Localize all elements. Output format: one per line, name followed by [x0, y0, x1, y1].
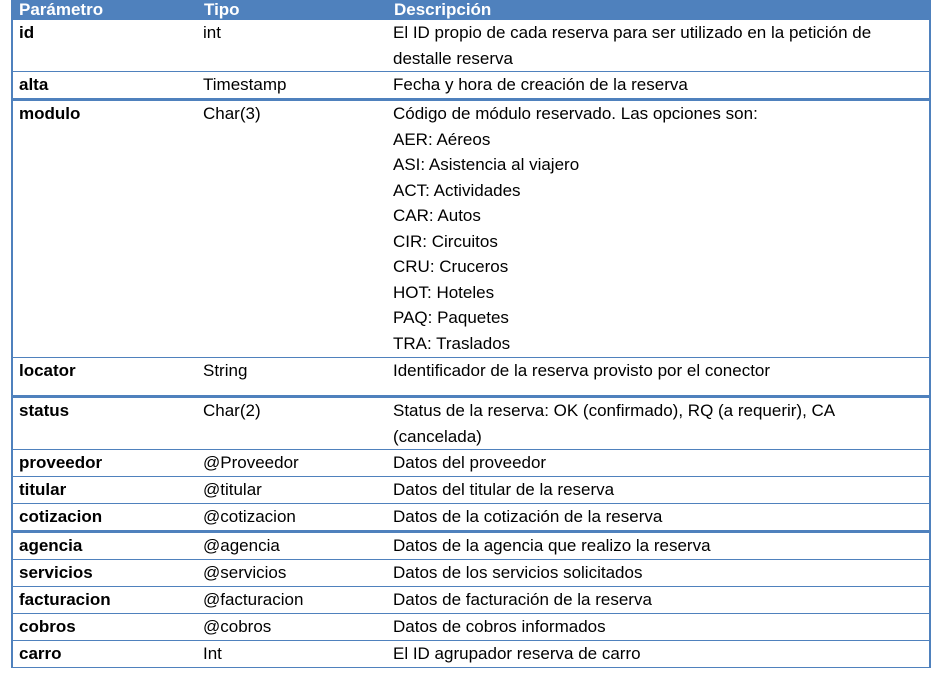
table-row — [12, 531, 930, 559]
description-cell: El ID propio de cada reserva para ser utilizado en la petición de destalle reserva — [387, 20, 930, 72]
type-cell: @cobros — [197, 613, 387, 640]
param-cell: modulo — [12, 100, 197, 358]
module-option: CIR: Circuitos — [393, 231, 498, 251]
table-header-row — [12, 0, 930, 20]
type-cell: int — [197, 20, 387, 72]
description-cell: Datos del titular de la reserva — [387, 477, 930, 504]
table-row — [12, 640, 930, 667]
param-cell: cobros — [12, 613, 197, 640]
module-option: AER: Aéreos — [393, 129, 491, 149]
type-cell: Char(3) — [197, 100, 387, 358]
description-cell: Datos de los servicios solicitados — [387, 559, 930, 586]
table-row — [12, 397, 930, 450]
header-param: Parámetro — [12, 0, 197, 20]
type-cell: Int — [197, 640, 387, 667]
table-row — [12, 358, 930, 397]
param-cell: titular — [12, 477, 197, 504]
table-row — [12, 504, 930, 532]
module-option: TRA: Traslados — [393, 333, 511, 353]
module-option: CAR: Autos — [393, 206, 481, 225]
table-row — [12, 100, 930, 358]
description-cell: Datos del proveedor — [387, 450, 930, 477]
param-cell: servicios — [12, 559, 197, 586]
description-cell: Datos de cobros informados — [387, 613, 930, 640]
param-cell: cotizacion — [12, 504, 197, 532]
type-cell: Timestamp — [197, 72, 387, 100]
type-cell: @cotizacion — [197, 504, 387, 532]
param-cell: proveedor — [12, 450, 197, 477]
description-cell: Status de la reserva: OK (confirmado), RQ (a requerir), CA (cancelada) — [387, 397, 930, 450]
table-row — [12, 477, 930, 504]
header-description: Descripción — [387, 0, 930, 20]
param-cell: locator — [12, 358, 197, 397]
param-cell: alta — [12, 72, 197, 100]
type-cell: String — [197, 358, 387, 397]
table-row — [12, 450, 930, 477]
table-row — [12, 72, 930, 100]
param-cell: carro — [12, 640, 197, 667]
type-cell: @servicios — [197, 559, 387, 586]
module-option: PAQ: Paquetes — [393, 308, 509, 327]
type-cell: @Proveedor — [197, 450, 387, 477]
description-cell: El ID agrupador reserva de carro — [387, 640, 930, 667]
module-option: ACT: Actividades — [393, 180, 521, 200]
description-cell — [387, 100, 930, 358]
description-cell: Datos de la cotización de la reserva — [387, 504, 930, 532]
type-cell: @agencia — [197, 531, 387, 559]
module-option: ASI: Asistencia al viajero — [393, 155, 580, 174]
param-cell: status — [12, 397, 197, 450]
param-cell: facturacion — [12, 586, 197, 613]
param-cell: agencia — [12, 531, 197, 559]
description-intro: Código de módulo reservado. Las opciones son: — [393, 104, 758, 123]
description-cell: Fecha y hora de creación de la reserva — [387, 72, 930, 100]
table-row — [12, 20, 930, 72]
param-cell: id — [12, 20, 197, 72]
module-option: CRU: Cruceros — [393, 257, 509, 276]
table-row — [12, 586, 930, 613]
table-row — [12, 613, 930, 640]
type-cell: @facturacion — [197, 586, 387, 613]
module-option: HOT: Hoteles — [393, 282, 495, 302]
table-row — [12, 559, 930, 586]
description-cell: Datos de la agencia que realizo la reserva — [387, 531, 930, 559]
type-cell: Char(2) — [197, 397, 387, 450]
parameters-table — [11, 0, 931, 668]
description-cell: Identificador de la reserva provisto por el conector — [387, 358, 930, 397]
description-cell: Datos de facturación de la reserva — [387, 586, 930, 613]
type-cell: @titular — [197, 477, 387, 504]
header-type: Tipo — [197, 0, 387, 20]
